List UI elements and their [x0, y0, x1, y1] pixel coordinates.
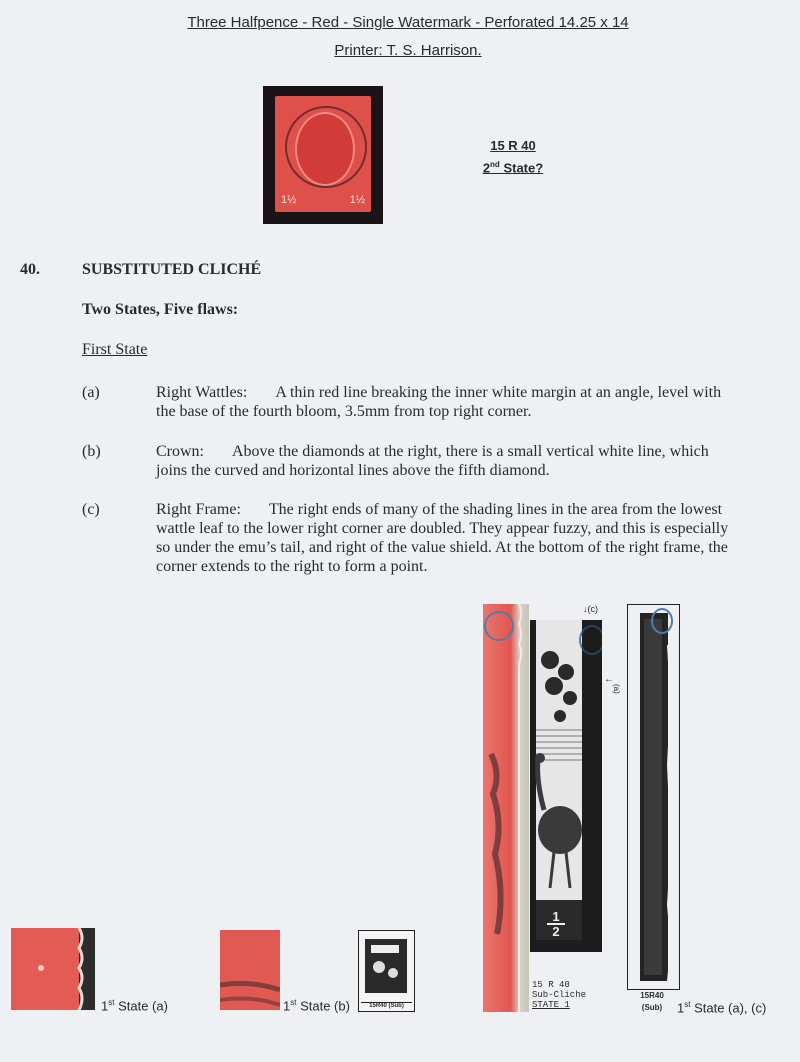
- crown-drawing-art: [359, 931, 414, 999]
- caption-state-ac: [677, 1000, 766, 1015]
- caption-text: State (b): [296, 998, 350, 1014]
- thumb-state-b-art: [220, 930, 280, 1010]
- caption-num: 1: [677, 1000, 685, 1016]
- caption-text: State (a), (c): [690, 1000, 767, 1016]
- thumb-state-b: [220, 930, 280, 1010]
- thumb-state-a-art: [11, 928, 95, 1010]
- caption-sup: st: [108, 998, 115, 1007]
- flaw-letter: (a): [82, 384, 100, 401]
- stamp-image: [275, 96, 371, 212]
- states-summary: Two States, Five flaws:: [82, 301, 239, 318]
- value-fraction: [538, 910, 574, 938]
- strip-label-line: (Sub): [641, 1003, 663, 1012]
- flaw-text: The right ends of many of the shading lines in the area from the lowest wattle leaf to the lower right corner are doubled. They appear fuzzy, and this is especially so under the emu’s tail, and right of the value shield. At the bottom of the right frame, the corner extends to the right to form a point.: [156, 501, 729, 575]
- postmark-trace: [491, 754, 501, 934]
- flaw-text: Above the diamonds at the right, there is a small vertical white line, which joins the curved and horizontal lines above the fifth diamond.: [156, 443, 709, 479]
- label-line: STATE 1: [532, 1000, 570, 1010]
- down-arrow-icon: ↓: [583, 604, 588, 614]
- enlargement-label: [532, 980, 586, 1010]
- frame-strip: [627, 604, 680, 990]
- flaw-a: [82, 383, 742, 423]
- caption-num: 1: [101, 998, 109, 1014]
- thumb-crown-drawing: [358, 930, 415, 1012]
- caption-num: 1: [283, 998, 291, 1014]
- caption-state-b: [283, 998, 350, 1013]
- flaw-letter: (b): [82, 443, 101, 460]
- fraction-denominator: 2: [547, 923, 565, 938]
- stamp-value-left: 1½: [281, 194, 297, 206]
- section-heading: SUBSTITUTED CLICHÉ: [82, 261, 262, 278]
- crown-drawing-label: 15R40 (Sub): [361, 1002, 412, 1009]
- flaw-text: A thin red line breaking the inner white margin at an angle, level with the base of the fourth bloom, 3.5mm from top right corner.: [156, 384, 722, 420]
- flaw-label: Right Frame:: [156, 501, 241, 518]
- flaw-letter: (c): [82, 501, 100, 518]
- postmark-icon: [285, 106, 367, 188]
- stamp-photo: [263, 86, 383, 224]
- stamp-edge-details: [483, 604, 529, 1012]
- state-reference: 2nd State?: [482, 160, 544, 176]
- flaw-b: [82, 442, 742, 482]
- enlargement-label-area: [530, 952, 602, 1012]
- section-number: 40.: [20, 261, 40, 278]
- engraved-enlargement: [530, 620, 602, 1012]
- frame-strip-label: [636, 990, 668, 1014]
- strip-label-line: 15R40: [640, 991, 664, 1000]
- label-line: Sub-Cliche: [532, 990, 587, 1000]
- caption-text: State (a): [114, 998, 168, 1014]
- flaw-c: [82, 500, 742, 580]
- stamp-value-right: 1½: [349, 194, 365, 206]
- flaw-label: Right Wattles:: [156, 384, 248, 401]
- caption-sup: st: [684, 1000, 691, 1009]
- stamp-edge-photo: [483, 604, 529, 1012]
- printer-line: Printer: T. S. Harrison.: [334, 42, 482, 59]
- fraction-numerator: 1: [552, 909, 560, 924]
- caption-state-a: [101, 998, 168, 1013]
- first-state-heading: First State: [82, 341, 148, 358]
- mark-c-label: (c): [587, 604, 598, 614]
- frame-strip-art: [628, 605, 679, 989]
- flaw-label: Crown:: [156, 443, 204, 460]
- mark-a: (a): [612, 684, 621, 694]
- caption-sup: st: [290, 998, 297, 1007]
- mark-c: [583, 604, 598, 614]
- position-reference: 15 R 40: [490, 138, 536, 153]
- thumb-state-a: [11, 928, 95, 1010]
- perforation-edge: [519, 604, 521, 1012]
- highlight-circle-icon: [485, 612, 513, 640]
- page-title: Three Halfpence - Red - Single Watermark - Perforated 14.25 x 14: [187, 14, 629, 31]
- label-line: 15 R 40: [532, 980, 570, 990]
- mark-a-arrow-icon: ←: [604, 674, 614, 685]
